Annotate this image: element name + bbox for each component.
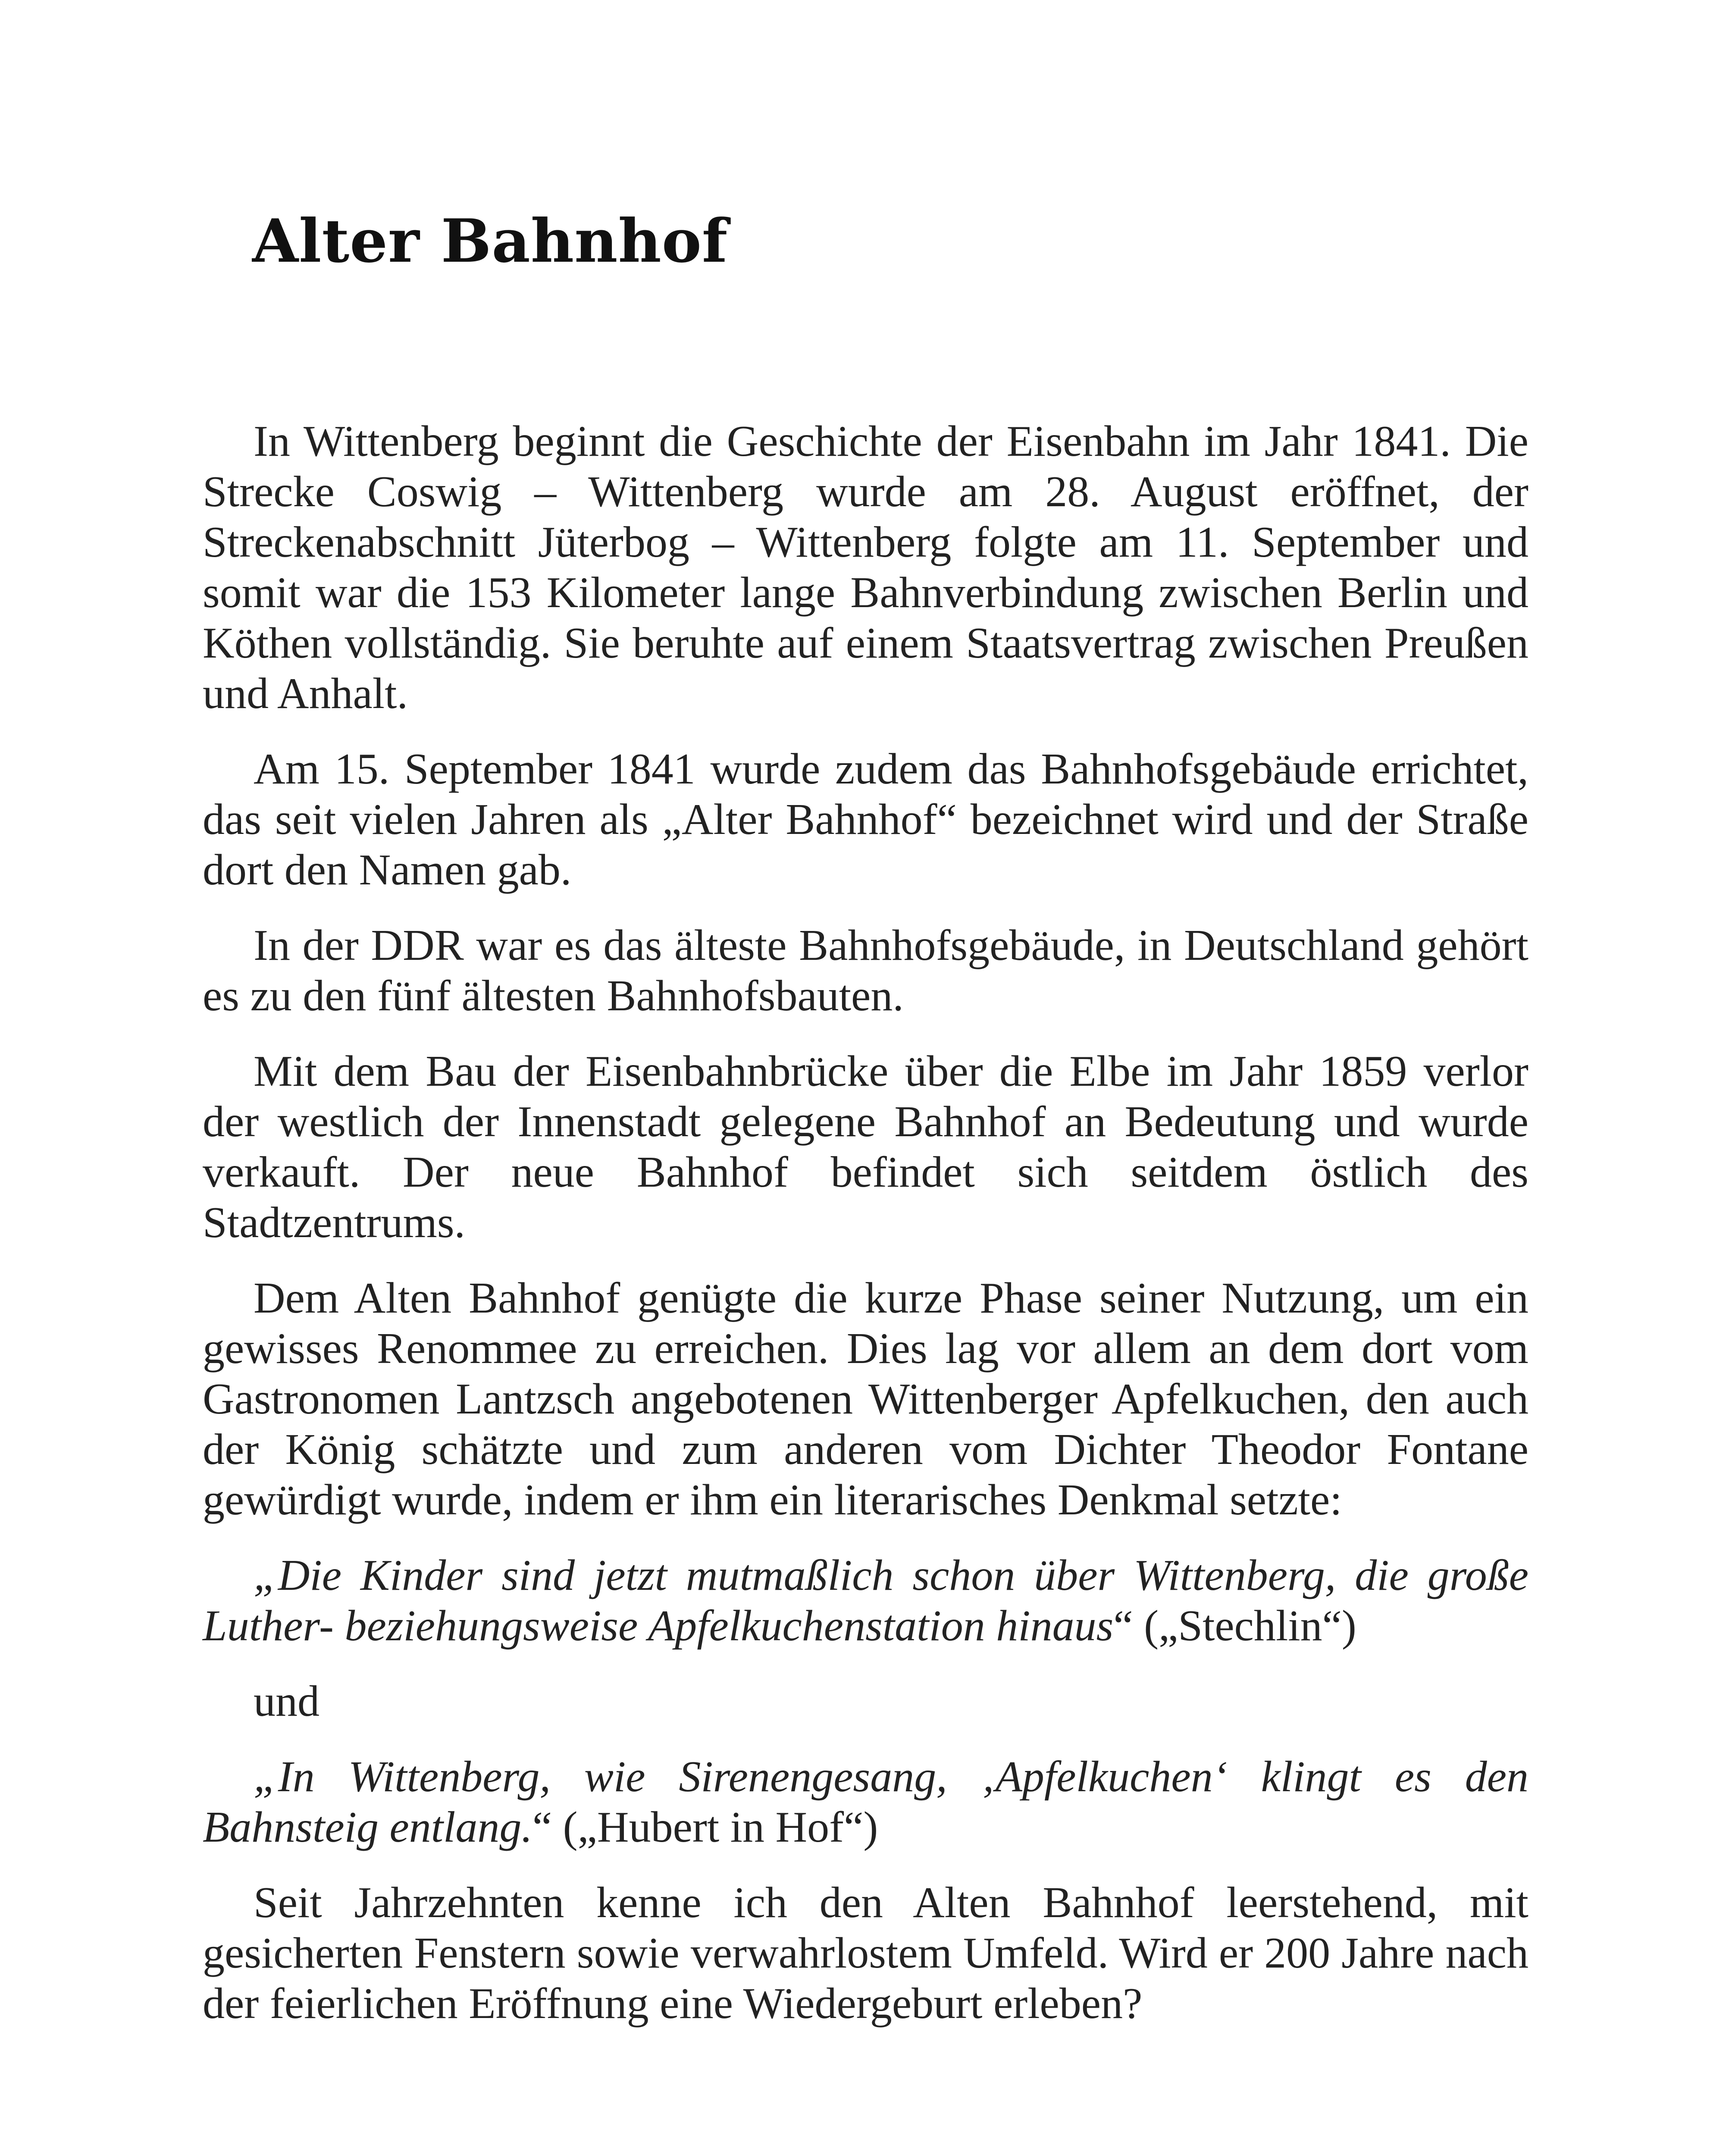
paragraph-bridge: Mit dem Bau der Eisenbahnbrücke über die Elbe im Jahr 1859 verlor der westlich der Innenstadt gelegene Bahnhof an Bedeutung und wurde verkauft. Der neue Bahnhof befindet sich seitdem östlich des Stadtzentrums. [203, 1047, 1528, 1247]
paragraph-closing: Seit Jahrzehnten kenne ich den Alten Bahnhof leerstehend, mit gesicherten Fenstern sowie verwahrlostem Umfeld. Wird er 200 Jahre nach der feierlichen Eröffnung eine Wiedergeburt erleben? [203, 1878, 1528, 2028]
body-text [203, 416, 1528, 2054]
paragraph-history: In Wittenberg beginnt die Geschichte der Eisenbahn im Jahr 1841. Die Strecke Coswig – Wittenberg wurde am 28. August eröffnet, der Streckenabschnitt Jüterbog – Wittenberg folgte am 11. September und somit war die 153 Kilometer lange Bahnverbindung zwischen Berlin und Köthen vollständig. Sie beruhte auf einem Staatsvertrag zwischen Preußen und Anhalt. [203, 417, 1528, 718]
paragraph-building: Am 15. September 1841 wurde zudem das Bahnhofsgebäude errichtet, das seit vielen Jahren als „Alter Bahnhof“ bezeichnet wird und der Straße dort den Namen gab. [203, 745, 1528, 894]
quote-hubert-source: “ („Hubert in Hof“) [532, 1803, 878, 1852]
quote-stechlin-text: „Die Kinder sind jetzt mutmaßlich schon über Wittenberg, die große Luther- beziehungsweise Apfelkuchenstation hinaus [203, 1551, 1528, 1650]
page-title: Alter Bahnhof [252, 206, 728, 276]
quote-stechlin [203, 1550, 1528, 1651]
paragraph-ddr: In der DDR war es das älteste Bahnhofsgebäude, in Deutschland gehört es zu den fünf ältesten Bahnhofsbauten. [203, 921, 1528, 1020]
quote-stechlin-source: “ („Stechlin“) [1113, 1601, 1356, 1650]
paragraph-renown: Dem Alten Bahnhof genügte die kurze Phase seiner Nutzung, um ein gewisses Renommee zu erreichen. Dies lag vor allem an dem dort vom Gastronomen Lantzsch angebotenen Wittenberger Apfelkuchen, den auch der König schätzte und zum anderen vom Dichter Theodor Fontane gewürdigt wurde, indem er ihm ein literarisches Denkmal setzte: [203, 1274, 1528, 1524]
quote-hubert-text: „In Wittenberg, wie Sirenengesang, ‚Apfelkuchen‘ klingt es den Bahnsteig entlang. [203, 1752, 1528, 1852]
connector-text: und [254, 1677, 319, 1726]
quote-hubert [203, 1752, 1528, 1852]
